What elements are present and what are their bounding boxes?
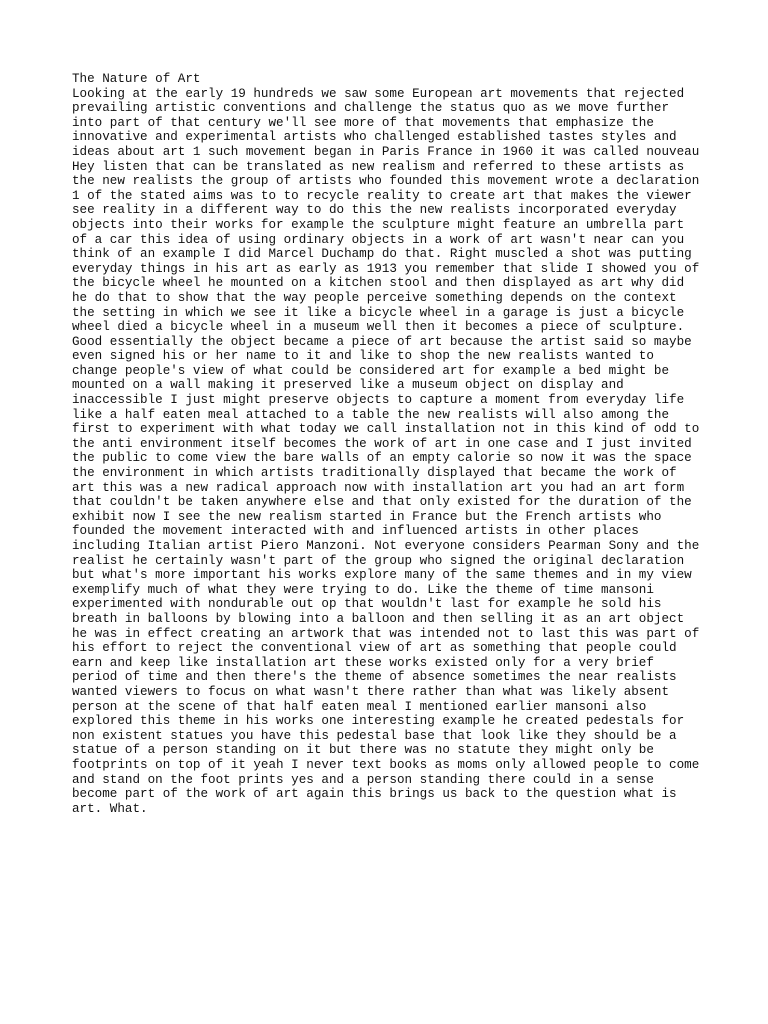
document-line: become part of the work of art again this brings us back to the question what is — [72, 787, 677, 802]
document-line: art this was a new radical approach now with installation art you had an art form — [72, 480, 685, 495]
document-line: everyday things in his art as early as 1913 you remember that slide I showed you of — [72, 261, 700, 276]
document-line: wheel died a bicycle wheel in a museum well then it becomes a piece of sculpture. — [72, 320, 685, 335]
document-line: earn and keep like installation art these works existed only for a very brief — [72, 655, 654, 670]
document-line: first to experiment with what today we call installation not in this kind of odd to — [72, 422, 700, 437]
document-line: into part of that century we'll see more of that movements that emphasize the — [72, 115, 654, 130]
document-line: exemplify much of what they were trying to do. Like the theme of time mansoni — [72, 582, 654, 597]
document-line: inaccessible I just might preserve objects to capture a moment from everyday life — [72, 393, 685, 408]
document-line: he was in effect creating an artwork that was intended not to last this was part of — [72, 626, 700, 641]
document-line: mounted on a wall making it preserved like a museum object on display and — [72, 378, 624, 393]
document-title: The Nature of Art — [72, 72, 201, 86]
document-line: he do that to show that the way people perceive something depends on the context — [72, 290, 677, 305]
document-line: including Italian artist Piero Manzoni. Not everyone considers Pearman Sony and the — [72, 539, 700, 553]
document-line: art. What. — [72, 801, 148, 816]
document-page — [72, 72, 712, 816]
document-line: period of time and then there's the theme of absence sometimes the near realists — [72, 670, 677, 685]
document-line: the new realists the group of artists who founded this movement wrote a declaration — [72, 174, 700, 189]
document-line: objects into their works for example the sculpture might feature an umbrella part — [72, 217, 685, 232]
document-line: wanted viewers to focus on what wasn't there rather than what was likely absent — [72, 684, 670, 699]
document-line: think of an example I did Marcel Duchamp do that. Right muscled a shot was putting — [72, 247, 692, 262]
document-line: of a car this idea of using ordinary objects in a work of art wasn't near can you — [72, 232, 685, 247]
document-line: breath in balloons by blowing into a balloon and then selling it as an art object — [72, 611, 685, 626]
document-line: but what's more important his works explore many of the same themes and in my view — [72, 568, 692, 583]
document-line: founded the movement interacted with and influenced artists in other places — [72, 524, 639, 539]
document-line: even signed his or her name to it and like to shop the new realists wanted to — [72, 349, 654, 364]
document-line: statue of a person standing on it but there was no statute they might only be — [72, 743, 654, 758]
document-line: see reality in a different way to do this the new realists incorporated everyday — [72, 203, 677, 218]
document-line: change people's view of what could be considered art for example a bed might be — [72, 363, 670, 378]
document-line: Good essentially the object became a piece of art because the artist said so maybe — [72, 334, 692, 349]
document-line: person at the scene of that half eaten meal I mentioned earlier mansoni also — [72, 699, 647, 714]
document-line: footprints on top of it yeah I never text books as moms only allowed people to come — [72, 757, 700, 772]
document-line: exhibit now I see the new realism started in France but the French artists who — [72, 509, 662, 524]
document-line: and stand on the foot prints yes and a person standing there could in a sense — [72, 772, 654, 787]
document-line: experimented with nondurable out op that wouldn't last for example he sold his — [72, 597, 662, 612]
document-line: the environment in which artists traditionally displayed that became the work of — [72, 466, 677, 481]
document-line: like a half eaten meal attached to a table the new realists will also among the — [72, 407, 670, 422]
document-line: prevailing artistic conventions and challenge the status quo as we move further — [72, 101, 670, 116]
document-line: the anti environment itself becomes the work of art in one case and I just invited — [72, 436, 692, 451]
document-line: the public to come view the bare walls of an empty calorie so now it was the space — [72, 451, 692, 466]
document-line: ideas about art 1 such movement began in Paris France in 1960 it was called nouveau — [72, 144, 700, 159]
document-line: the bicycle wheel he mounted on a kitchen stool and then displayed as art why did — [72, 276, 685, 291]
document-line: the setting in which we see it like a bicycle wheel in a garage is just a bicycle — [72, 305, 685, 320]
document-line: innovative and experimental artists who challenged established tastes styles and — [72, 130, 677, 145]
document-line: his effort to reject the conventional view of art as something that people could — [72, 641, 677, 656]
document-line: non existent statues you have this pedestal base that look like they should be a — [72, 728, 677, 743]
document-line: that couldn't be taken anywhere else and that only existed for the duration of the — [72, 495, 692, 510]
document-line: explored this theme in his works one interesting example he created pedestals for — [72, 714, 685, 729]
document-line: Hey listen that can be translated as new realism and referred to these artists as — [72, 159, 685, 174]
document-line: Looking at the early 19 hundreds we saw some European art movements that rejected — [72, 86, 685, 101]
document-line: realist he certainly wasn't part of the group who signed the original declaration — [72, 553, 685, 568]
document-body — [72, 87, 712, 817]
document-line: 1 of the stated aims was to to recycle reality to create art that makes the viewer — [72, 188, 692, 203]
